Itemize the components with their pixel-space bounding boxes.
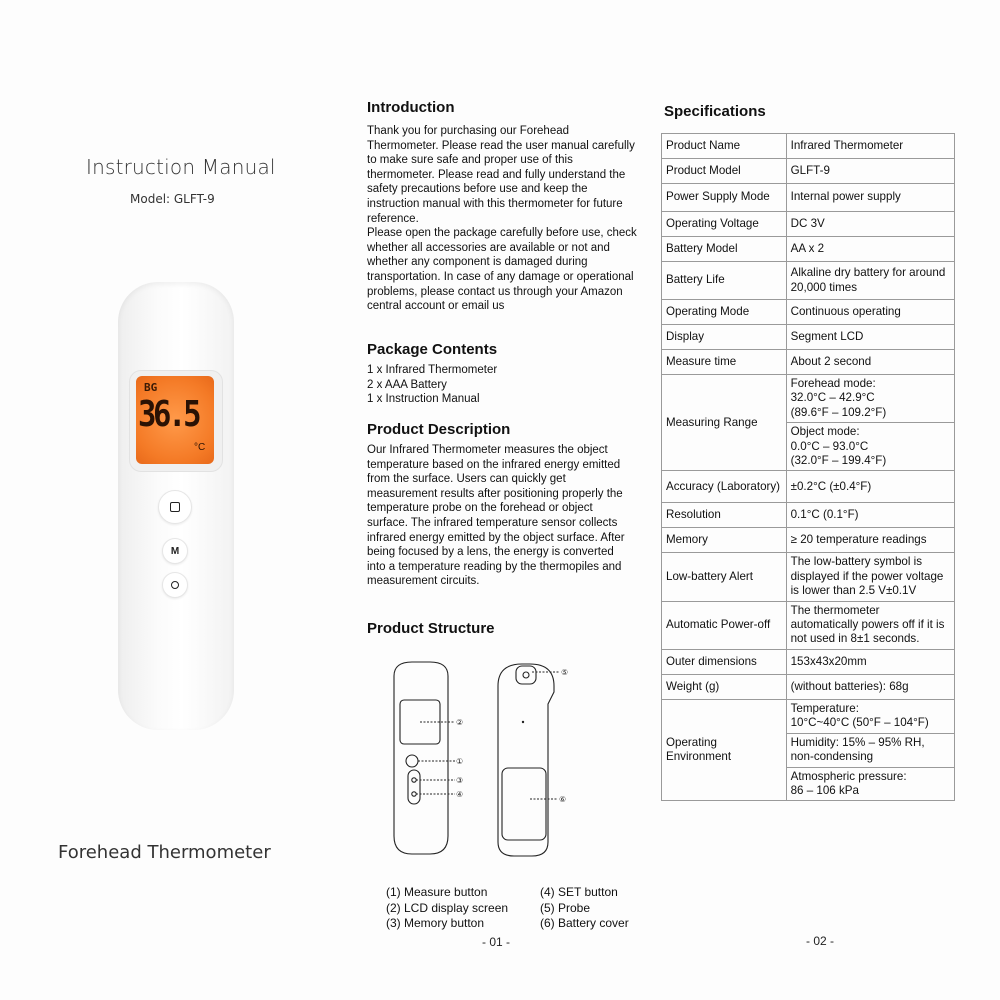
- table-row: [662, 350, 955, 375]
- spec-key: Operating Voltage: [662, 212, 787, 237]
- structure-legend-right: [540, 885, 629, 932]
- measure-button-image: [158, 490, 192, 524]
- package-list: [367, 363, 497, 407]
- spec-value: Continuous operating: [786, 300, 954, 325]
- spec-value: (without batteries): 68g: [786, 674, 954, 699]
- callout-label: ④: [456, 790, 464, 799]
- spec-key: Automatic Power-off: [662, 601, 787, 649]
- intro-paragraph: Please open the package carefully before use, check whether all accessories are available or not and whether any component is damaged during transportation. In case of any damage or operational problems, please contact us through your Amazon central account or email us: [367, 227, 637, 313]
- structure-diagram: [380, 656, 580, 866]
- table-row: [662, 184, 955, 212]
- spec-value: 153x43x20mm: [786, 649, 954, 674]
- table-row: [662, 375, 955, 423]
- legend-item: (6) Battery cover: [540, 916, 629, 930]
- legend-item: (1) Measure button: [386, 885, 488, 899]
- spec-key: Low-battery Alert: [662, 553, 787, 601]
- spec-value: Segment LCD: [786, 325, 954, 350]
- lcd-unit: °C: [194, 442, 206, 453]
- callout-label: ⑤: [561, 668, 569, 677]
- spec-key: Battery Model: [662, 237, 787, 262]
- intro-paragraph: Thank you for purchasing our Forehead Thermometer. Please read the user manual carefully to make sure safe and proper use of this thermometer. Please read and fully understand the safety precautions before use and keep the instruction manual with this thermometer for future reference.: [367, 125, 635, 225]
- structure-heading: Product Structure: [367, 620, 495, 637]
- cover-product-name: Forehead Thermometer: [58, 842, 271, 863]
- spec-line: Atmospheric pressure:: [790, 769, 907, 783]
- legend-item: (3) Memory button: [386, 916, 485, 930]
- table-row: [662, 674, 955, 699]
- spec-line: 10°C~40°C (50°F – 104°F): [790, 716, 929, 730]
- intro-text: [367, 124, 639, 314]
- cover-model: Model: GLFT-9: [130, 192, 215, 206]
- spec-key: Measure time: [662, 350, 787, 375]
- spec-key: Power Supply Mode: [662, 184, 787, 212]
- table-row: [662, 471, 955, 503]
- list-item: 1 x Infrared Thermometer: [367, 364, 498, 376]
- probe-lens: [523, 672, 529, 678]
- table-row: [662, 503, 955, 528]
- lcd-reading: 36.5: [138, 394, 199, 435]
- spec-key: Display: [662, 325, 787, 350]
- table-row: [662, 649, 955, 674]
- front-measure-button: [406, 755, 418, 767]
- set-button-image: [162, 572, 188, 598]
- spec-line: (89.6°F – 109.2°F): [790, 405, 887, 419]
- table-row: [662, 601, 955, 649]
- list-item: 2 x AAA Battery: [367, 378, 447, 391]
- center-dot: [522, 721, 524, 723]
- table-row: [662, 159, 955, 184]
- spec-key: Product Name: [662, 134, 787, 159]
- table-row: [662, 300, 955, 325]
- callout-label: ①: [456, 757, 464, 766]
- table-row: [662, 325, 955, 350]
- spec-key: Product Model: [662, 159, 787, 184]
- circle-icon: [171, 581, 179, 589]
- battery-cover-outline: [502, 768, 546, 840]
- spec-value: About 2 second: [786, 350, 954, 375]
- front-set-button: [412, 792, 416, 796]
- spec-line: 32.0°C – 42.9°C: [790, 391, 875, 405]
- spec-line: Object mode:: [790, 425, 860, 439]
- spec-key: Operating Environment: [662, 699, 787, 800]
- legend-item: (4) SET button: [540, 885, 618, 899]
- front-m-button: [412, 778, 416, 782]
- spec-key: Weight (g): [662, 674, 787, 699]
- description-text: Our Infrared Thermometer measures the object temperature based on the infrared energy emitted from the surface. Users can quickly get measurement results after positioning properly the temperature probe on the forehead or object surface. The infrared temperature sensor collects infrared energy emitted by the object surface. After being focused by a lens, the energy is converted into a temperature reading by the thermopiles and measurement circuits.: [367, 444, 625, 588]
- callout-label: ②: [456, 718, 464, 727]
- callout-label: ③: [456, 776, 464, 785]
- page-number: - 01 -: [482, 935, 511, 949]
- spec-key: Measuring Range: [662, 375, 787, 471]
- spec-value: The thermometer automatically powers off if it is not used in 8±1 seconds.: [786, 601, 954, 649]
- structure-legend-left: [386, 885, 508, 932]
- front-view-body: [394, 662, 448, 854]
- spec-line: Forehead mode:: [790, 377, 876, 390]
- specifications-heading: Specifications: [664, 103, 766, 120]
- spec-key: Resolution: [662, 503, 787, 528]
- spec-line: 0.0°C – 93.0°C: [790, 439, 869, 453]
- list-item: 1 x Instruction Manual: [367, 393, 480, 406]
- table-row: [662, 262, 955, 300]
- spec-value-multiline: [786, 699, 954, 733]
- spec-value: ≥ 20 temperature readings: [786, 528, 954, 553]
- spec-value-multiline: [786, 423, 954, 471]
- table-row: [662, 212, 955, 237]
- square-icon: [170, 502, 180, 512]
- spec-value: Alkaline dry battery for around 20,000 times: [786, 262, 954, 300]
- spec-value: Infrared Thermometer: [786, 134, 954, 159]
- specifications-table: [661, 133, 955, 801]
- spec-value: ±0.2°C (±0.4°F): [786, 471, 954, 503]
- spec-value: Internal power supply: [786, 184, 954, 212]
- spec-key: Accuracy (Laboratory): [662, 471, 787, 503]
- spec-value: AA x 2: [786, 237, 954, 262]
- spec-key: Operating Mode: [662, 300, 787, 325]
- table-row: [662, 237, 955, 262]
- spec-value: GLFT-9: [786, 159, 954, 184]
- spec-key: Battery Life: [662, 262, 787, 300]
- memory-button-image: M: [162, 538, 188, 564]
- probe-outline: [516, 666, 536, 684]
- page-number: - 02 -: [806, 934, 835, 948]
- legend-item: (5) Probe: [540, 900, 591, 915]
- table-row: [662, 553, 955, 601]
- spec-value: 0.1°C (0.1°F): [786, 503, 954, 528]
- spec-value-multiline: [786, 375, 954, 423]
- lcd-face-icon: BG: [144, 381, 158, 394]
- spec-value: DC 3V: [786, 212, 954, 237]
- legend-item: (2) LCD display screen: [386, 900, 509, 915]
- table-row: [662, 699, 955, 733]
- front-button-slot: [408, 770, 420, 804]
- spec-key: Memory: [662, 528, 787, 553]
- callout-label: ⑥: [559, 795, 567, 804]
- cover-title: Instruction Manual: [86, 155, 276, 179]
- spec-value: The low-battery symbol is displayed if the power voltage is lower than 2.5 V±0.1V: [786, 553, 954, 601]
- spec-line: (32.0°F – 199.4°F): [790, 454, 887, 468]
- spec-line: 86 – 106 kPa: [790, 783, 859, 797]
- spec-key: Outer dimensions: [662, 649, 787, 674]
- description-heading: Product Description: [367, 421, 511, 438]
- package-heading: Package Contents: [367, 341, 498, 358]
- table-row: [662, 528, 955, 553]
- spec-value: Humidity: 15% – 95% RH, non-condensing: [786, 733, 954, 767]
- intro-heading: Introduction: [367, 99, 455, 116]
- spec-value-multiline: [786, 767, 954, 801]
- spec-line: Temperature:: [790, 701, 859, 715]
- table-row: [662, 134, 955, 159]
